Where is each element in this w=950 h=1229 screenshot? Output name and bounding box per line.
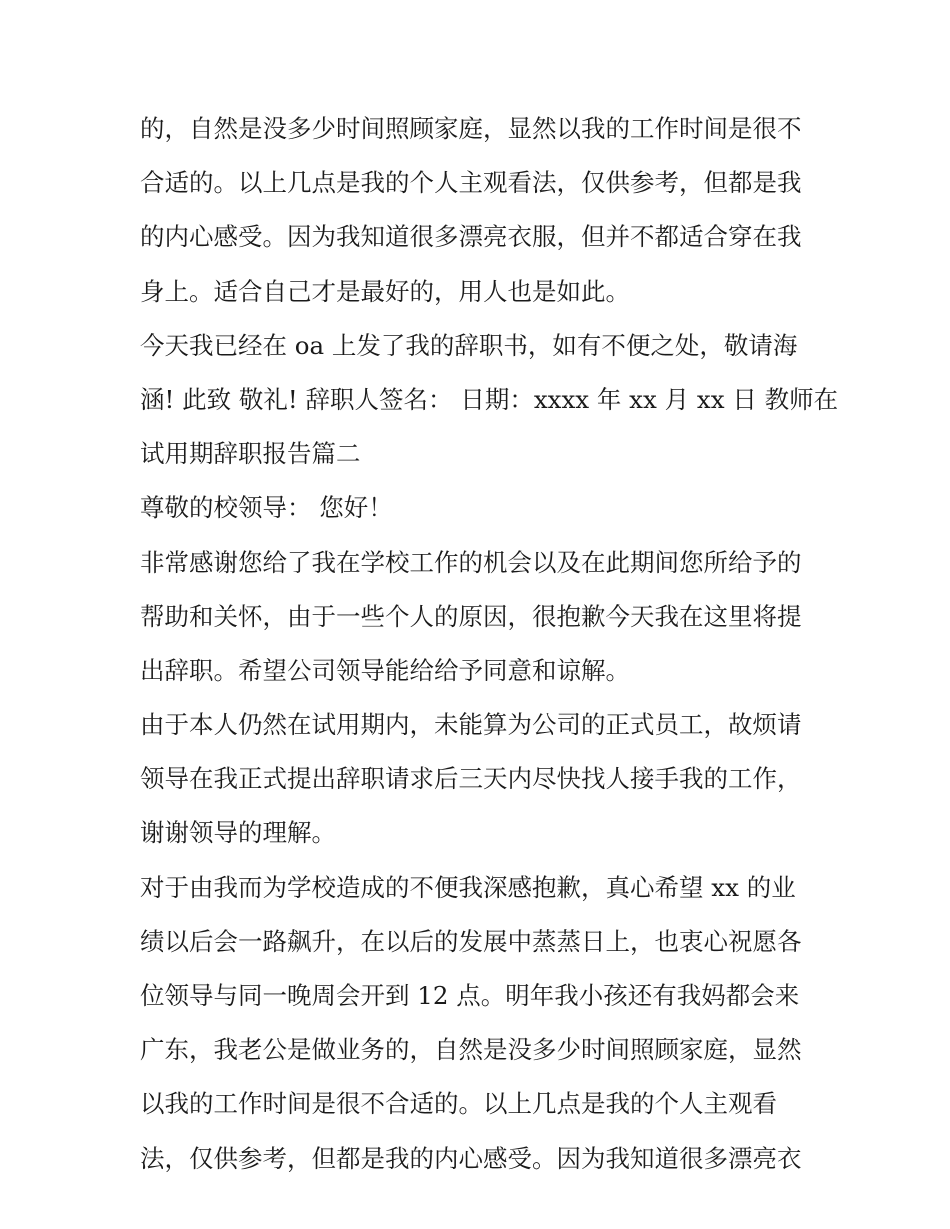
text-line: 广东，我老公是做业务的，自然是没多少时间照顾家庭，显然	[140, 1035, 802, 1065]
text-line: 对于由我而为学校造成的不便我深感抱歉，真心希望 xx 的业	[140, 872, 796, 902]
text-line: 位领导与同一晚周会开到 12 点。明年我小孩还有我妈都会来	[140, 981, 800, 1010]
text-line: 法，仅供参考，但都是我的内心感受。因为我知道很多漂亮衣	[140, 1143, 802, 1173]
text-line: 领导在我正式提出辞职请求后三天内尽快找人接手我的工作，	[140, 764, 802, 794]
text-line: 涵! 此致 敬礼! 辞职人签名： 日期：xxxx 年 xx 月 xx 日 教师在	[140, 384, 839, 414]
text-line: 以我的工作时间是很不合适的。以上几点是我的个人主观看	[140, 1089, 777, 1119]
text-line: 的内心感受。因为我知道很多漂亮衣服，但并不都适合穿在我	[140, 222, 802, 252]
text-line: 今天我已经在 oa 上发了我的辞职书，如有不便之处，敬请海	[140, 330, 798, 360]
text-line: 绩以后会一路飙升，在以后的发展中蒸蒸日上，也衷心祝愿各	[140, 926, 802, 956]
section-heading: 试用期辞职报告篇二	[140, 439, 361, 469]
text-line: 出辞职。希望公司领导能给给予同意和谅解。	[140, 655, 630, 685]
text-line: 的，自然是没多少时间照顾家庭，显然以我的工作时间是很不	[140, 114, 802, 143]
text-line: 谢谢领导的理解。	[140, 818, 336, 848]
text-line: 身上。适合自己才是最好的，用人也是如此。	[140, 276, 630, 306]
text-line: 帮助和关怀，由于一些个人的原因，很抱歉今天我在这里将提	[140, 601, 802, 631]
text-line: 非常感谢您给了我在学校工作的机会以及在此期间您所给予的	[140, 547, 802, 577]
text-line: 由于本人仍然在试用期内，未能算为公司的正式员工，故烦请	[140, 710, 802, 740]
document-body	[140, 102, 839, 1186]
text-line: 合适的。以上几点是我的个人主观看法，仅供参考，但都是我	[140, 168, 802, 198]
salutation: 尊敬的校领导： 您好！	[140, 493, 393, 523]
